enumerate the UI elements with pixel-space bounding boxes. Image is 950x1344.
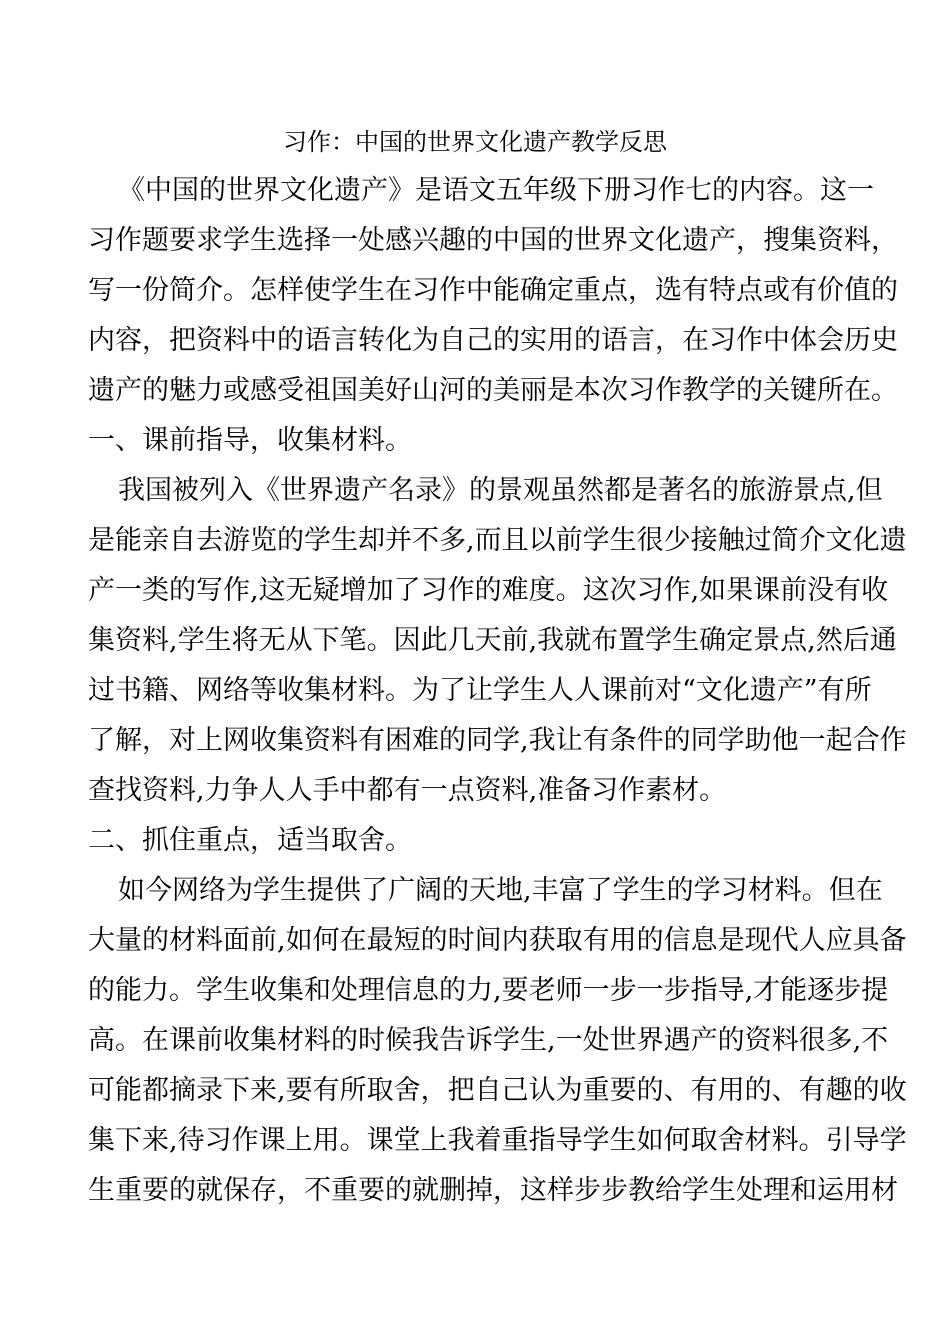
text-line: 《中国的世界文化遗产》是语文五年级下册习作七的内容。这一 bbox=[118, 175, 874, 206]
text-line: 产一类的写作,这无疑增加了习作的难度。这次习作,如果课前没有收 bbox=[88, 575, 889, 606]
text-line: 是能亲自去游览的学生却并不多,而且以前学生很少接触过简介文化遗 bbox=[88, 525, 907, 556]
text-line: 的能力。学生收集和处理信息的力,要老师一步一步指导,才能逐步提 bbox=[88, 975, 889, 1006]
text-line: 习作题要求学生选择一处感兴趣的中国的世界文化遗产，搜集资料， bbox=[88, 225, 898, 256]
text-line: 如今网络为学生提供了广阔的天地,丰富了学生的学习材料。但在 bbox=[118, 875, 883, 906]
text-line: 内容，把资料中的语言转化为自己的实用的语言，在习作中体会历史 bbox=[88, 325, 898, 356]
text-line: 我国被列入《世界遗产名录》的景观虽然都是著名的旅游景点,但 bbox=[118, 475, 883, 506]
text-line: 大量的材料面前,如何在最短的时间内获取有用的信息是现代人应具备 bbox=[88, 925, 907, 956]
text-line: 过书籍、网络等收集材料。为了让学生人人课前对“文化遗产”有所 bbox=[88, 675, 872, 706]
text-line: 写一份简介。怎样使学生在习作中能确定重点，选有特点或有价值的 bbox=[88, 275, 898, 306]
text-line: 高。在课前收集材料的时候我告诉学生,一处世界遇产的资料很多,不 bbox=[88, 1025, 889, 1056]
text-line: 集资料,学生将无从下笔。因此几天前,我就布置学生确定景点,然后通 bbox=[88, 625, 897, 656]
text-line: 集下来,待习作课上用。课堂上我着重指导学生如何取舍材料。引导学 bbox=[88, 1125, 907, 1156]
section-heading-or-line: 一、课前指导，收集材料。 bbox=[88, 425, 412, 456]
text-line: 遗产的魅力或感受祖国美好山河的美丽是本次习作教学的关键所在。 bbox=[88, 375, 898, 406]
text-line: 可能都摘录下来,要有所取舍，把自己认为重要的、有用的、有趣的收 bbox=[88, 1075, 907, 1106]
section-heading-or-line: 查找资料,力争人人手中都有一点资料,准备习作素材。 bbox=[88, 775, 727, 806]
text-line: 生重要的就保存，不重要的就删掉，这样步步教给学生处理和运用材 bbox=[88, 1175, 898, 1206]
document-title: 习作：中国的世界文化遗产教学反思 bbox=[283, 128, 667, 156]
document-body bbox=[88, 166, 907, 1216]
section-heading-or-line: 二、抓住重点，适当取舍。 bbox=[88, 825, 412, 856]
text-line: 了解，对上网收集资料有困难的同学,我让有条件的同学助他一起合作 bbox=[88, 725, 907, 756]
